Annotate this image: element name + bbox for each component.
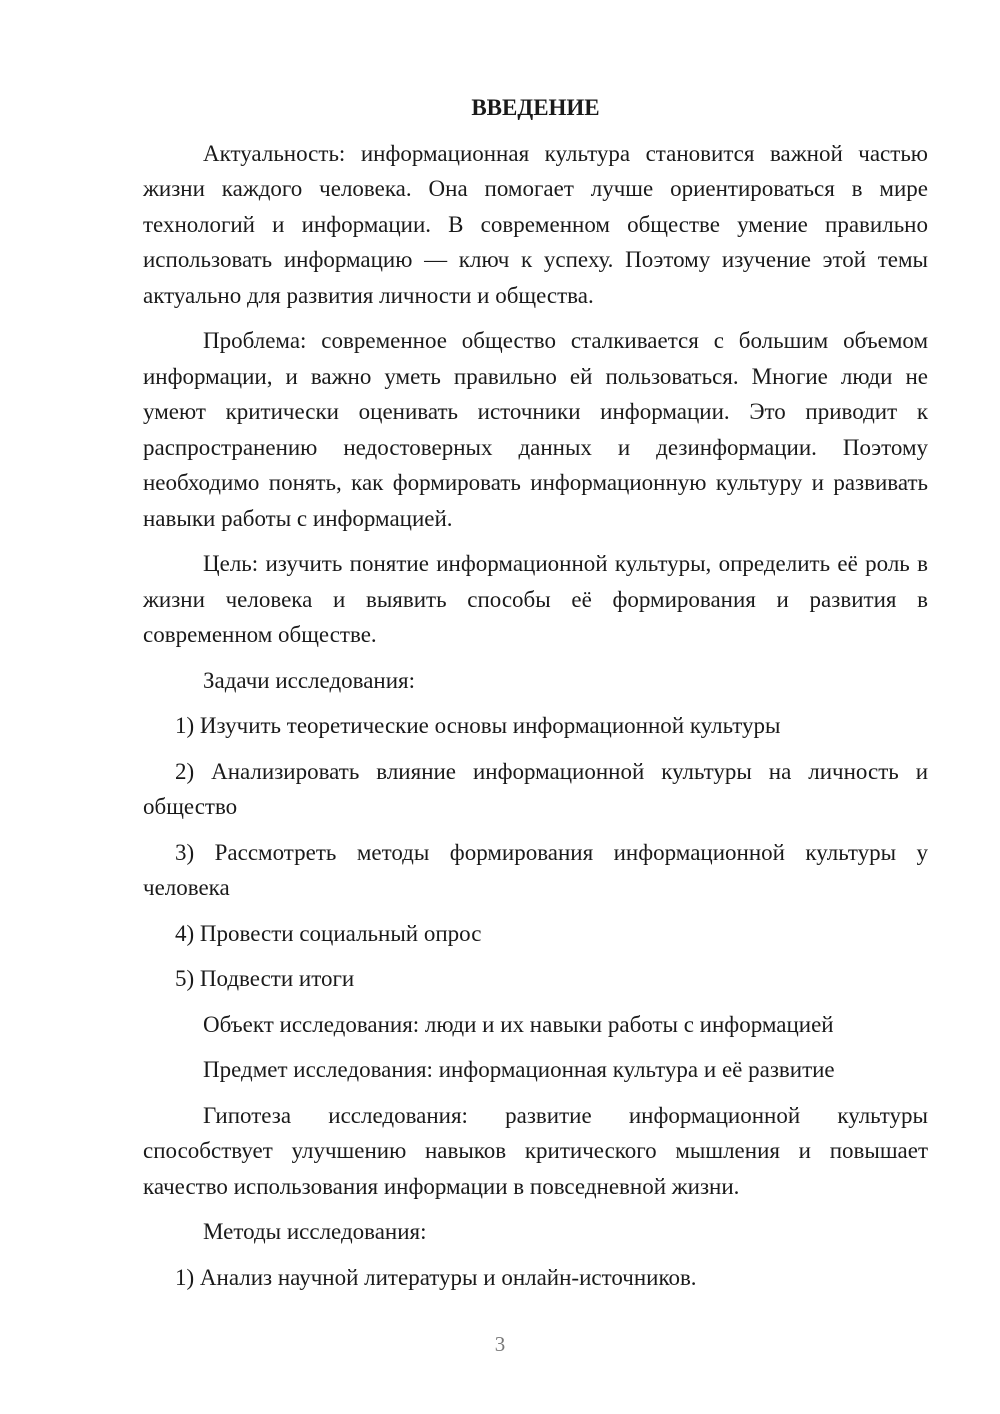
problem-paragraph: Проблема: современное общество сталкивается с большим объемом информации, и важно уметь правильно ей пользоваться. Многие люди не умеют критически оценивать источники информации. Это приводит к распространению недостоверных данных и дезинформации. Поэтому необходимо понять, как формировать информационную культуру и развивать навыки работы с информацией.	[143, 328, 928, 531]
task-item-3: 3) Рассмотреть методы формирования информационной культуры у человека	[143, 839, 928, 900]
goal-paragraph: Цель: изучить понятие информационной культуры, определить её роль в жизни человека и выявить способы её формирования и развития в современном обществе.	[143, 551, 928, 647]
hypothesis-paragraph: Гипотеза исследования: развитие информационной культуры способствует улучшению навыков критического мышления и повышает качество использования информации в повседневной жизни.	[143, 1102, 928, 1199]
methods-heading: Методы исследования:	[203, 1219, 427, 1244]
subject-paragraph: Предмет исследования: информационная культура и её развитие	[203, 1057, 835, 1082]
task-item-4: 4) Провести социальный опрос	[175, 920, 482, 946]
relevance-paragraph: Актуальность: информационная культура становится важной частью жизни каждого человека. Она помогает лучше ориентироваться в мире технологий и информации. В современном обществе умение правильно использовать информацию — ключ к успеху. Поэтому изучение этой темы актуально для развития личности и общества.	[143, 140, 928, 308]
object-paragraph: Объект исследования: люди и их навыки работы с информацией	[203, 1011, 834, 1037]
document-page	[143, 90, 928, 1305]
task-item-5: 5) Подвести итоги	[175, 966, 355, 991]
tasks-heading: Задачи исследования:	[203, 667, 416, 693]
task-item-1: 1) Изучить теоретические основы информационной культуры	[175, 713, 781, 738]
section-title: ВВЕДЕНИЕ	[471, 95, 600, 120]
method-item-1: 1) Анализ научной литературы и онлайн-источников.	[175, 1264, 697, 1290]
task-item-2: 2) Анализировать влияние информационной культуры на личность и общество	[143, 758, 928, 819]
page-number: 3	[494, 1332, 506, 1356]
